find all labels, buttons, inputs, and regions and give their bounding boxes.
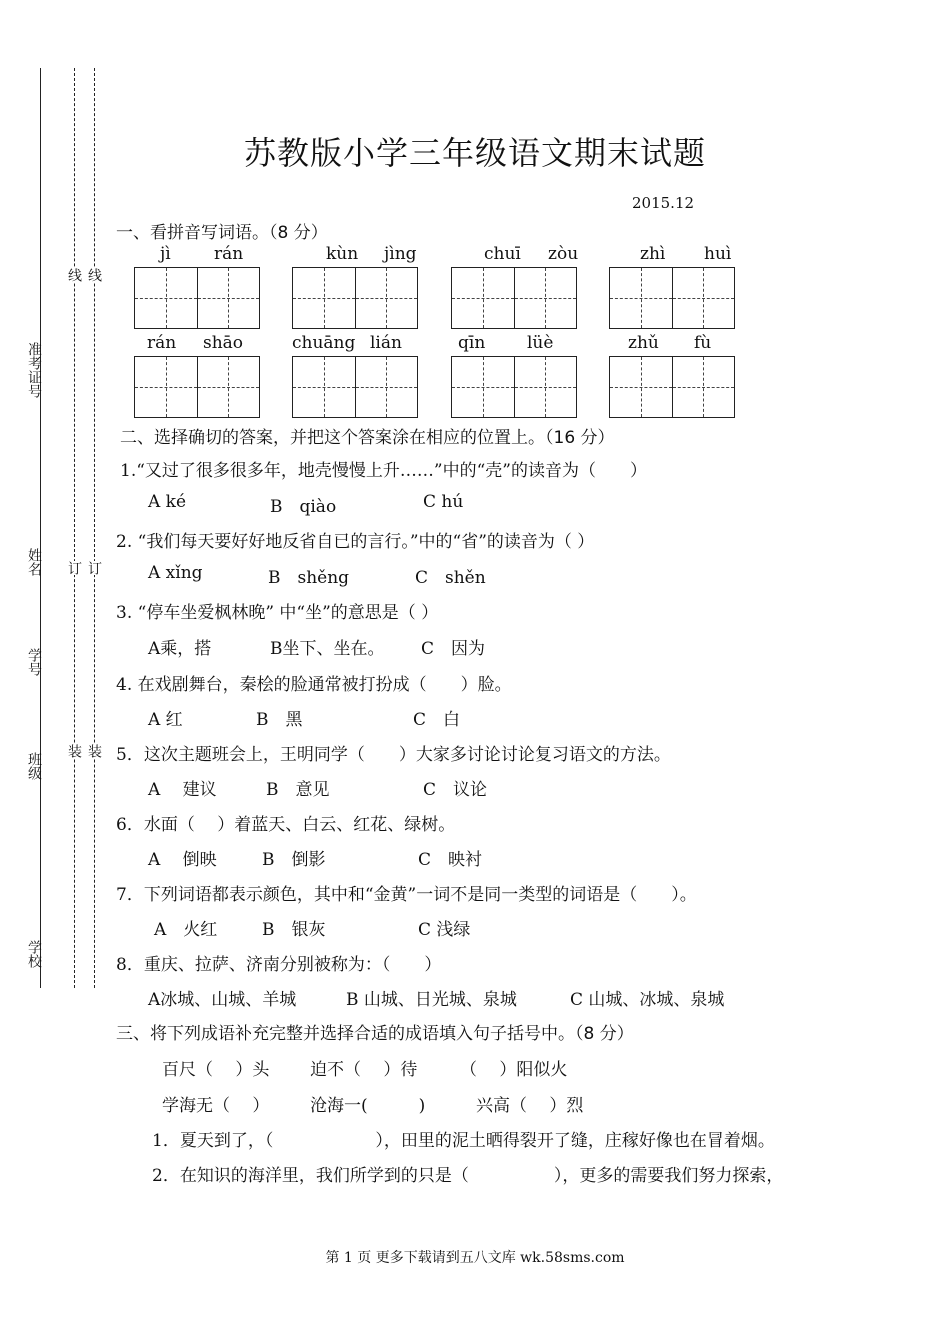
option-c[interactable]: C 议论 xyxy=(423,780,488,800)
option-a[interactable]: A 红 xyxy=(148,710,183,730)
idiom: 学海无（ ） xyxy=(162,1096,270,1116)
question-4: 4. 在戏剧舞台，秦桧的脸通常被打扮成（ ）脸。 xyxy=(116,675,512,695)
pinyin: qīn xyxy=(458,333,486,353)
option-a[interactable]: A 火红 xyxy=(154,920,218,940)
question-1: 1.“又过了很多很多年，地壳慢慢上升……”中的“壳”的读音为（ ） xyxy=(120,461,647,481)
option-b[interactable]: B shěng xyxy=(268,568,350,588)
sentence-1: 1．夏天到了，（ ），田里的泥土晒得裂开了缝，庄稼好像也在冒着烟。 xyxy=(152,1131,775,1151)
margin-dashed-line-2 xyxy=(94,68,95,988)
option-c[interactable]: C 浅绿 xyxy=(418,920,471,940)
option-c[interactable]: C 白 xyxy=(413,710,461,730)
option-b[interactable]: B坐下、坐在。 xyxy=(270,639,385,659)
option-c[interactable]: C hú xyxy=(423,492,464,512)
option-c[interactable]: C 山城、冰城、泉城 xyxy=(570,990,725,1010)
writing-grid[interactable] xyxy=(292,267,418,329)
pinyin: chuāng xyxy=(292,333,356,353)
margin-mark-bind: 订 xyxy=(66,561,82,575)
section2-heading: 二、选择确切的答案，并把这个答案涂在相应的位置上。（16 分） xyxy=(120,428,615,448)
writing-grid[interactable] xyxy=(609,356,735,418)
writing-grid[interactable] xyxy=(451,267,577,329)
pinyin: zhì xyxy=(640,244,666,264)
margin-solid-line xyxy=(40,68,41,988)
option-c[interactable]: C 映衬 xyxy=(418,850,483,870)
margin-label-school: 学校 xyxy=(26,940,42,968)
idiom: 百尺（ ）头 xyxy=(162,1060,270,1080)
section1-heading: 一、看拼音写词语。（8 分） xyxy=(116,223,328,243)
question-3: 3. “停车坐爱枫林晚” 中“坐”的意思是（ ） xyxy=(116,603,439,623)
option-a[interactable]: A 倒映 xyxy=(148,850,217,870)
writing-grid[interactable] xyxy=(609,267,735,329)
pinyin: chuī xyxy=(484,244,521,264)
idiom: 兴高（ ）烈 xyxy=(476,1096,584,1116)
pinyin: rán xyxy=(147,333,177,353)
margin-label-exam-id: 准考证号 xyxy=(26,342,42,398)
option-a[interactable]: A 建议 xyxy=(148,780,217,800)
pinyin: fù xyxy=(694,333,712,353)
margin-label-name: 姓名 xyxy=(26,548,42,576)
margin-mark-line: 线 xyxy=(66,268,82,282)
question-8: 8．重庆、拉萨、济南分别被称为：（ ） xyxy=(116,955,442,975)
margin-mark-seal: 装 xyxy=(66,744,82,758)
exam-date: 2015.12 xyxy=(632,194,695,212)
section3-heading: 三、将下列成语补充完整并选择合适的成语填入句子括号中。（8 分） xyxy=(116,1024,634,1044)
option-b[interactable]: B 山城、日光城、泉城 xyxy=(346,990,517,1010)
pinyin: zòu xyxy=(548,244,579,264)
writing-grid[interactable] xyxy=(451,356,577,418)
pinyin: zhǔ xyxy=(628,333,659,353)
option-a[interactable]: A ké xyxy=(148,492,187,512)
option-a[interactable]: A冰城、山城、羊城 xyxy=(148,990,297,1010)
margin-dashed-line-1 xyxy=(74,68,75,988)
idiom: （ ）阳似火 xyxy=(460,1060,568,1080)
page-title: 苏教版小学三年级语文期末试题 xyxy=(243,134,706,172)
pinyin: rán xyxy=(214,244,244,264)
idiom: 迫不（ ）待 xyxy=(310,1060,418,1080)
pinyin: jì xyxy=(160,244,171,264)
margin-mark-line-2: 线 xyxy=(86,268,102,282)
pinyin: shāo xyxy=(203,333,244,353)
margin-mark-bind-2: 订 xyxy=(86,561,102,575)
idiom: 沧海一( ) xyxy=(310,1096,426,1116)
writing-grid[interactable] xyxy=(134,356,260,418)
page-footer: 第 1 页 更多下载请到五八文库 wk.58sms.com xyxy=(325,1250,625,1266)
option-b[interactable]: B 银灰 xyxy=(262,920,326,940)
writing-grid[interactable] xyxy=(134,267,260,329)
question-6: 6．水面（ ）着蓝天、白云、红花、绿树。 xyxy=(116,815,456,835)
option-c[interactable]: C shěn xyxy=(415,568,486,588)
option-b[interactable]: B qiào xyxy=(270,497,337,517)
pinyin: lián xyxy=(370,333,402,353)
option-b[interactable]: B 黑 xyxy=(256,710,303,730)
pinyin: jìng xyxy=(384,244,417,264)
margin-mark-seal-2: 装 xyxy=(86,744,102,758)
writing-grid[interactable] xyxy=(292,356,418,418)
question-7: 7．下列词语都表示颜色，其中和“金黄”一词不是同一类型的词语是（ ）。 xyxy=(116,885,697,905)
option-b[interactable]: B 倒影 xyxy=(262,850,326,870)
pinyin: lüè xyxy=(527,333,554,353)
margin-label-class: 班级 xyxy=(26,752,42,780)
margin-label-student-no: 学号 xyxy=(26,648,42,676)
option-c[interactable]: C 因为 xyxy=(421,639,486,659)
option-a[interactable]: A xǐng xyxy=(148,563,203,583)
question-2: 2. “我们每天要好好地反省自已的言行。”中的“省”的读音为（ ） xyxy=(116,532,595,552)
option-b[interactable]: B 意见 xyxy=(266,780,330,800)
pinyin: huì xyxy=(704,244,732,264)
pinyin: kùn xyxy=(326,244,359,264)
question-5: 5．这次主题班会上，王明同学（ ）大家多讨论讨论复习语文的方法。 xyxy=(116,745,671,765)
option-a[interactable]: A乘，搭 xyxy=(148,639,212,659)
sentence-2: 2．在知识的海洋里，我们所学到的只是（ ），更多的需要我们努力探索， xyxy=(152,1166,784,1186)
